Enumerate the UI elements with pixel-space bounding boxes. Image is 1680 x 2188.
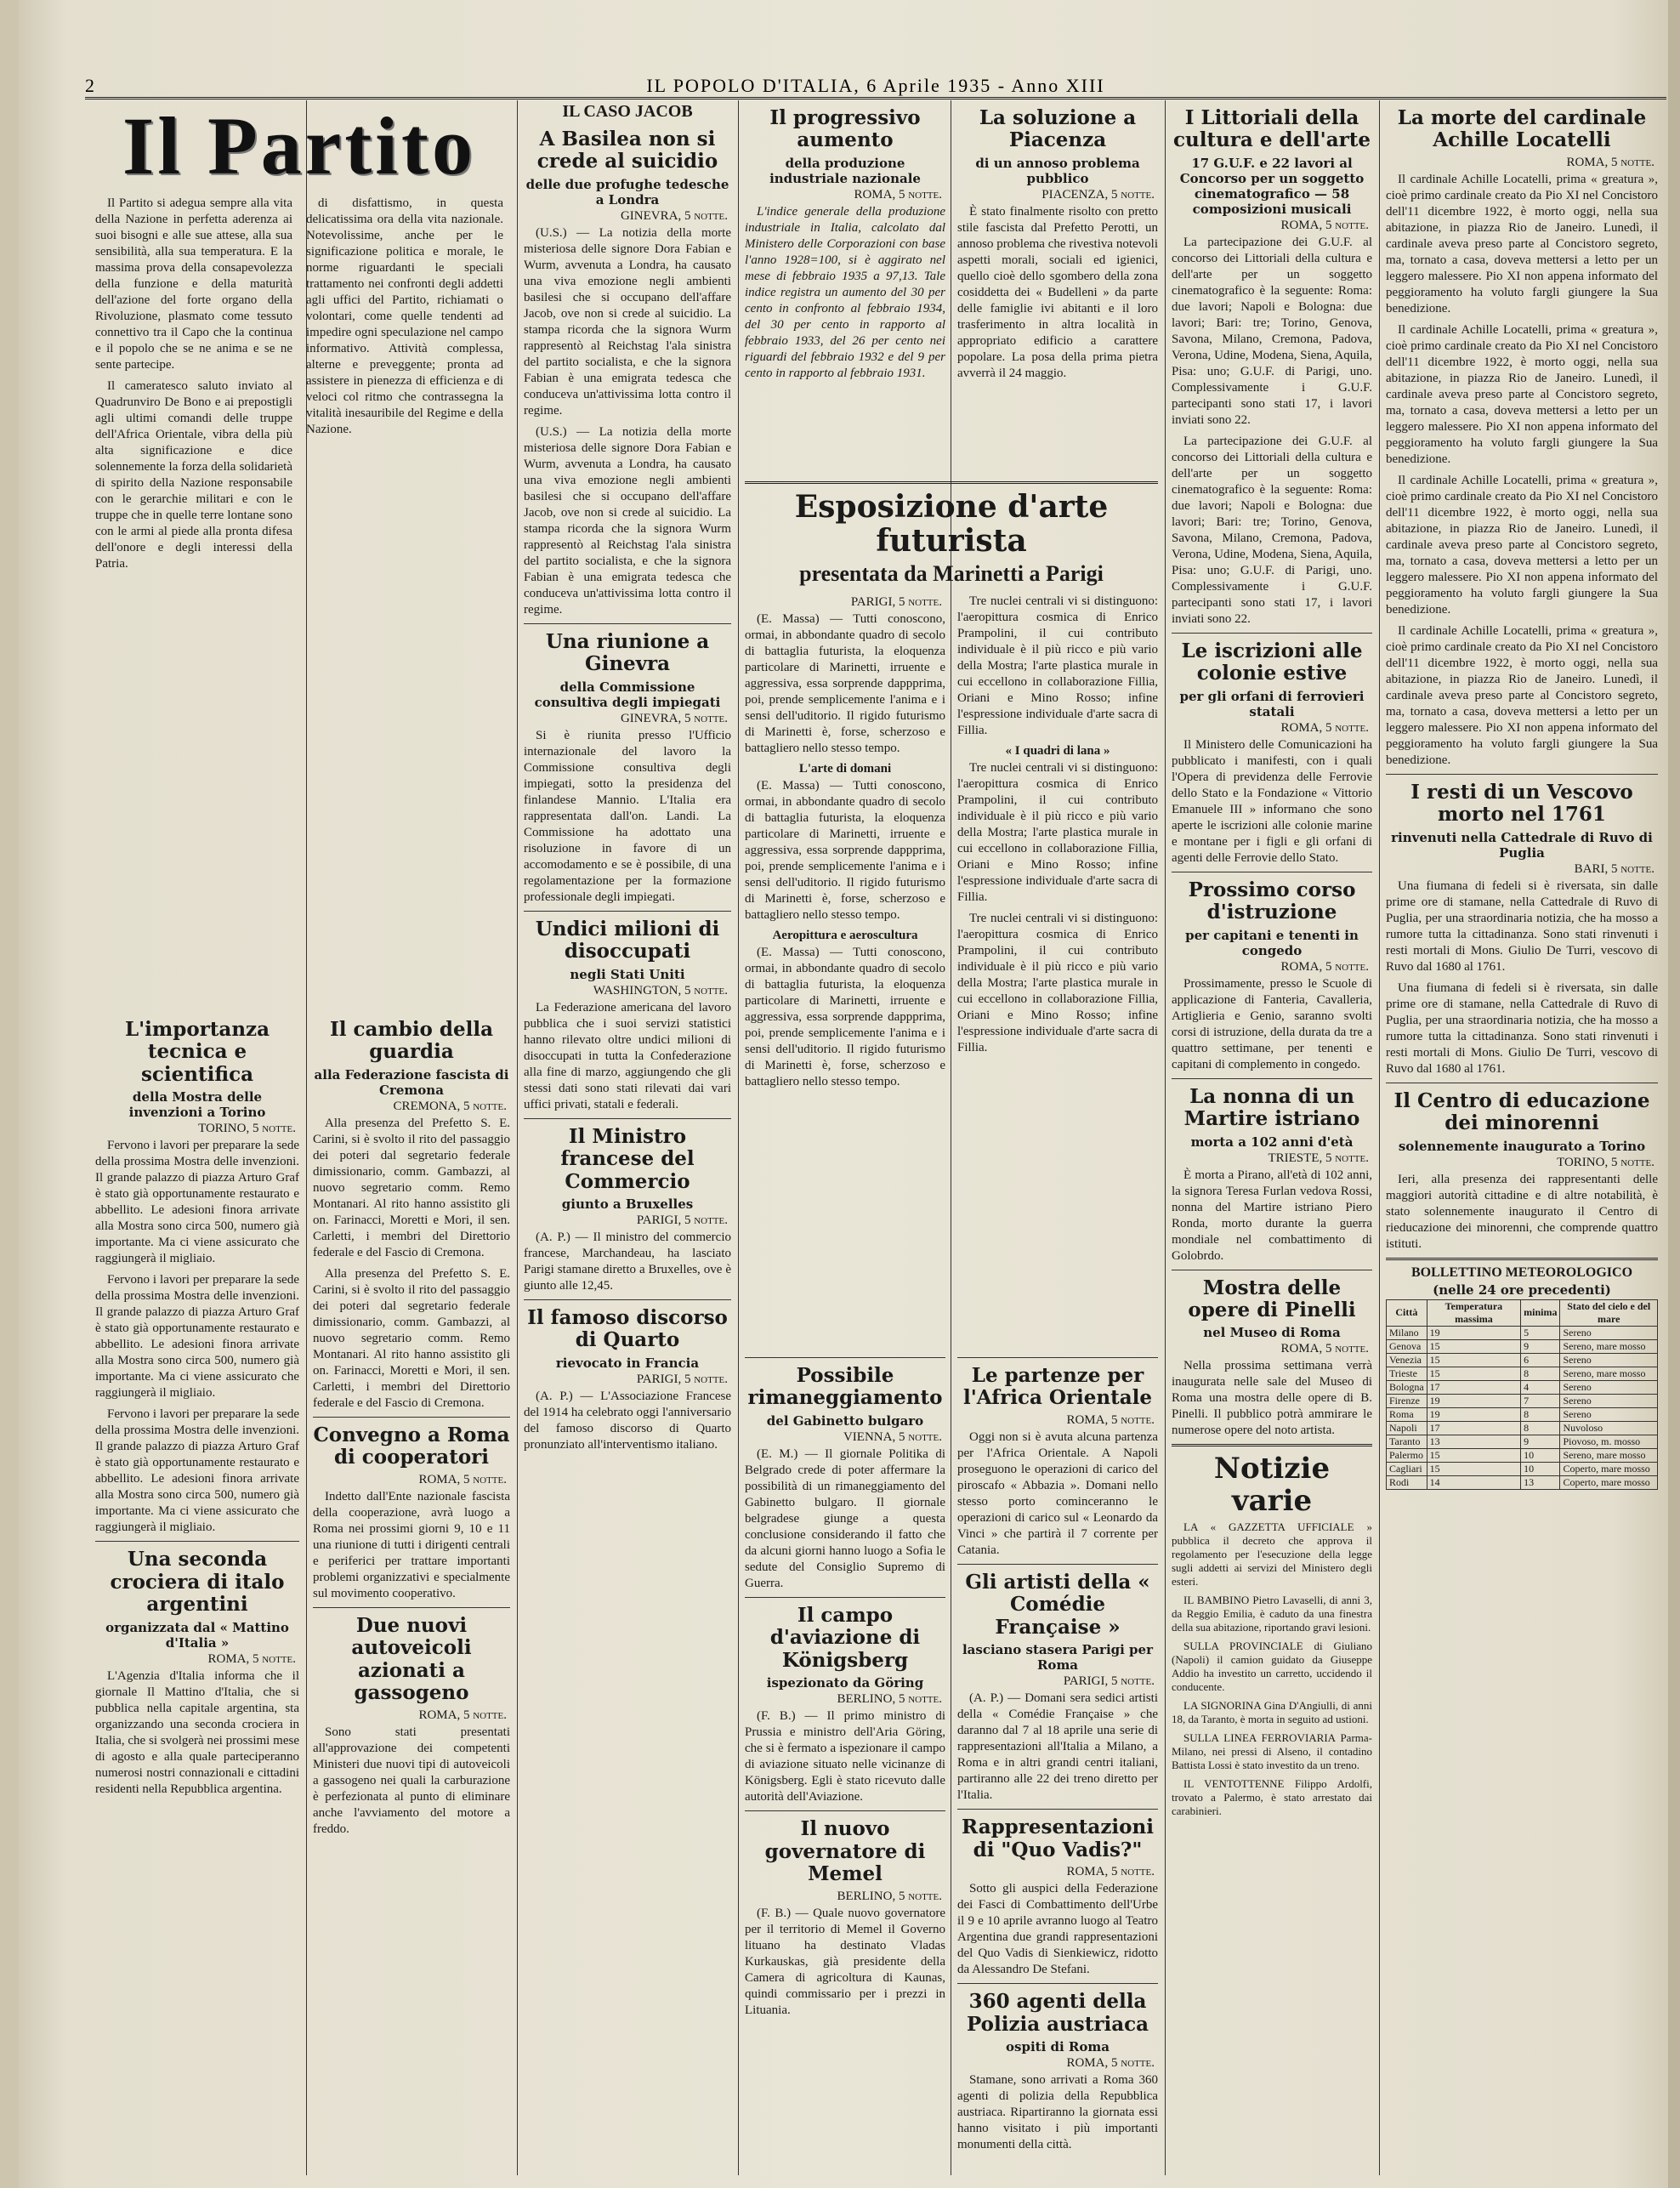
littoriali-text: La partecipazione dei G.U.F. al concorso dei Littoriali della cultura e dell'arte per un soggetto cinematografico è la seguente: Roma: due lavori; Napoli e Bologna: due lavori; Bari: tre; Torino, Genova, Savona, Milano, Cremona, Padova, Verona, Udine, Modena, Siena, Aquila, Pisa: uno; G.U.F. di Parigi, uno. Complessivamente i G.U.F. partecipanti sono stati 17, i lavori inviati sono 22. bbox=[1172, 235, 1372, 427]
meteo-row bbox=[1387, 1407, 1658, 1421]
polizia-text: Stamane, sono arrivati a Roma 360 agenti di polizia della Repubblica austriaca. Ripartiranno la giornata essi hanno visitato i più importanti monumenti della città. bbox=[957, 2072, 1158, 2151]
meteo-cell: 15 bbox=[1427, 1339, 1520, 1353]
esposizione-dateline: PARIGI, 5 notte. bbox=[850, 595, 942, 610]
tecnica-deck: della Mostra delle invenzioni a Torino bbox=[128, 1089, 266, 1121]
meteo-cell: Palermo bbox=[1387, 1448, 1427, 1462]
ministro-text: (A. P.) — Il ministro del commercio francese, Marchandeau, ha lasciato Parigi stamane diretto a Bruxelles, ove è giunto alle 12,45. bbox=[524, 1230, 731, 1293]
nonna-title: La nonna di un Martire istriano bbox=[1183, 1084, 1360, 1131]
meteo-cell: Sereno, mare mosso bbox=[1560, 1448, 1658, 1462]
meteo-cell: Taranto bbox=[1387, 1435, 1427, 1448]
minorenni-deck: solennemente inaugurato a Torino bbox=[1398, 1138, 1646, 1154]
piacenza-deck: di un annoso problema pubblico bbox=[975, 155, 1140, 186]
meteo-cell: Sereno bbox=[1560, 1380, 1658, 1394]
meteo-cell: Sereno bbox=[1560, 1353, 1658, 1367]
esposizione-sub1: L'arte di domani bbox=[798, 762, 892, 776]
column-4-lower bbox=[745, 1352, 945, 2168]
polizia-title: 360 agenti della Polizia austriaca bbox=[966, 1990, 1149, 2036]
meteo-row bbox=[1387, 1435, 1658, 1448]
colonie-dateline: ROMA, 5 notte. bbox=[1280, 720, 1369, 735]
meteo-row bbox=[1387, 1326, 1658, 1339]
meteo-row bbox=[1387, 1421, 1658, 1435]
autoveicoli-title: Due nuovi autoveicoli azionati a gassogeno bbox=[351, 1613, 472, 1705]
ministro-deck: giunto a Bruxelles bbox=[561, 1196, 694, 1212]
tecnica-text-cont: Fervono i lavori per preparare la sede della prossima Mostra delle invenzioni. Il grande palazzo di piazza Arturo Graf è stato già opportunamente restaurato e abbellito. Le adesioni finora arrivate alla Mostra sono circa 500, numero già importante. Ma ci viene assicurato che raggiungerà il migliaio. bbox=[95, 1273, 299, 1401]
meteo-rows bbox=[1387, 1326, 1658, 1489]
meteo-row bbox=[1387, 1367, 1658, 1380]
pinelli-deck: nel Museo di Roma bbox=[1203, 1325, 1341, 1341]
istruzione-dateline: ROMA, 5 notte. bbox=[1280, 959, 1369, 974]
column-3 bbox=[524, 100, 731, 2175]
meteo-header: Stato del cielo e del mare bbox=[1560, 1299, 1658, 1326]
meteo-cell: 15 bbox=[1427, 1462, 1520, 1475]
meteo-cell: 5 bbox=[1521, 1326, 1560, 1339]
column-rule bbox=[1165, 100, 1166, 2175]
column-7 bbox=[1386, 100, 1658, 2175]
newspaper-title: IL POPOLO D'ITALIA, 6 Aprile 1935 - Anno XIII bbox=[646, 75, 1105, 96]
piacenza-dateline: PIACENZA, 5 notte. bbox=[1041, 187, 1155, 202]
esposizione-text: (E. Massa) — Tutti conoscono, ormai, in abbondante quadro di secolo di battaglia futurista, la eloquenza particolare di Marinetti, irruente e aggressiva, essa sorprende dappprima, poi, prende semplicemente l'anima e i sensi dell'uditorio. Il rigido futurismo di Marinetti è, forse, scherzoso e battagliero nello stesso tempo. bbox=[745, 612, 945, 756]
autoveicoli-text: Sono stati presentati all'approvazione dei competenti Ministeri due nuovi tipi di autoveicoli a gassogeno nei quali la carburazione è perfezionata al punto di eliminare anche l'avviamento del motore a freddo. bbox=[313, 1725, 510, 1836]
africa-title: Le partenze per l'Africa Orientale bbox=[962, 1364, 1153, 1410]
caso-jacob-text-cont: (U.S.) — La notizia della morte misteriosa delle signore Dora Fabian e Wurm, avvenuta a Londra, ha causato una viva emozione negli ambienti basilesi che si occupano dell'affare Jacob, ove non si crede al suicidio. La stampa ricorda che la signora Wurm rappresentò al Reichstag l'ala sinistra del partito socialista, e che la signora Fabian è una emigrata tedesca che conduceva un'attivissima lotta contro il regime. bbox=[524, 424, 731, 617]
ministro-dateline: PARIGI, 5 notte. bbox=[636, 1213, 728, 1227]
piacenza-title: La soluzione a Piacenza bbox=[979, 106, 1137, 152]
page-left-margin bbox=[0, 0, 19, 2188]
littoriali-text-cont: La partecipazione dei G.U.F. al concorso dei Littoriali della cultura e dell'arte per un soggetto cinematografico è la seguente: Roma: due lavori; Napoli e Bologna: due lavori; Bari: tre; Torino, Genova, Savona, Milano, Cremona, Padova, Verona, Udine, Modena, Siena, Aquila, Pisa: uno; G.U.F. di Parigi, uno. Complessivamente i G.U.F. partecipanti sono stati 17, i lavori inviati sono 22. bbox=[1172, 434, 1372, 626]
pinelli-dateline: ROMA, 5 notte. bbox=[1280, 1342, 1369, 1356]
meteo-cell: 19 bbox=[1427, 1326, 1520, 1339]
meteo-cell: Rodi bbox=[1387, 1475, 1427, 1489]
minorenni-dateline: TORINO, 5 notte. bbox=[1557, 1155, 1654, 1169]
quarto-dateline: PARIGI, 5 notte. bbox=[636, 1372, 728, 1386]
disoccupati-title: Undici milioni di disoccupati bbox=[535, 917, 720, 963]
meteo-cell: Sereno, mare mosso bbox=[1560, 1367, 1658, 1380]
bulgaro-title: Possibile rimaneggiamento bbox=[747, 1364, 943, 1410]
disoccupati-text: La Federazione americana del lavoro pubblica che i suoi servizi statistici hanno rilevato oltre undici milioni di disoccupati in tutta la Confederazione alla fine di marzo, aggiungendo che gli stessi dati sono stati rilevati dai vari uffici privati, statali e federali. bbox=[524, 1000, 731, 1111]
meteo-cell: Coperto, mare mosso bbox=[1560, 1475, 1658, 1489]
bulgaro-deck: del Gabinetto bulgaro bbox=[766, 1412, 924, 1429]
column-rule bbox=[738, 100, 739, 2175]
caso-jacob-deck: delle due profughe tedesche a Londra bbox=[525, 176, 729, 207]
argentini-dateline: ROMA, 5 notte. bbox=[207, 1651, 296, 1666]
argentini-deck: organizzata dal « Mattino d'Italia » bbox=[105, 1619, 289, 1651]
esposizione-section bbox=[745, 476, 1158, 1361]
meteo-cell: Roma bbox=[1387, 1407, 1427, 1421]
littoriali-title: I Littoriali della cultura e dell'arte bbox=[1173, 106, 1371, 152]
meteo-cell: 10 bbox=[1521, 1448, 1560, 1462]
meteo-cell: 13 bbox=[1427, 1435, 1520, 1448]
guardia-dateline: CREMONA, 5 notte. bbox=[393, 1099, 507, 1113]
meteo-cell: 15 bbox=[1427, 1367, 1520, 1380]
esposizione-deck: presentata da Marinetti a Parigi bbox=[799, 561, 1104, 587]
konigsberg-deck: ispezionato da Göring bbox=[766, 1675, 924, 1691]
disoccupati-deck: negli Stati Uniti bbox=[570, 966, 685, 982]
progressivo-text: L'indice generale della produzione industriale in Italia, calcolato dal Ministero delle Corporazioni con base l'anno 1928=100, si è aggirato nel mese di febbraio 1935 a 97,13. Tale indice registra un aumento del 30 per cento in confronto al febbraio 1934, del 30 per cento in rapporto al febbraio 1933, del 26 per cento nei riguardi del febbraio 1932 e del 9 per cento in rapporto al febbraio 1931. bbox=[745, 204, 945, 380]
column-1-lower bbox=[95, 1012, 299, 2168]
cooperatori-text: Indetto dall'Ente nazionale fascista della cooperazione, avrà luogo a Roma nei prossimi giorni 9, 10 e 11 una riunione di tutti i dirigenti centrali e periferici per trattare importanti problemi organizzativi e specialmente sul movimento cooperativo. bbox=[313, 1489, 510, 1600]
littoriali-dateline: ROMA, 5 notte. bbox=[1280, 218, 1369, 232]
meteo-cell: Trieste bbox=[1387, 1367, 1427, 1380]
comedie-text: (A. P.) — Domani sera sedici artisti della « Comédie Française » che daranno dal 7 al 18 aprile una serie di rappresentazioni all'Italia a Milano, a Roma e in altri grandi centri italiani, partiranno alle 22 dei treno diretto per l'Italia. bbox=[957, 1691, 1158, 1803]
istruzione-title: Prossimo corso d'istruzione bbox=[1188, 878, 1356, 924]
bulgaro-dateline: VIENNA, 5 notte. bbox=[843, 1429, 942, 1444]
locatelli-text-cont2: Il cardinale Achille Locatelli, prima « greatura », cioè primo cardinale creato da Pio XI nel Concistoro dell'11 dicembre 1922, è morto oggi, nella sua abitazione, in piazza Rio de Janeiro. Lunedì, il cardinale aveva preso parte al Concistoro segreto, ma, tornato a casa, doveva mettersi a letto per un leggero malessere. Pio XI non appena informato del peggioramento ha voluto fargli giungere la Sua benedizione. bbox=[1386, 473, 1658, 617]
meteo-row bbox=[1387, 1339, 1658, 1353]
bulgaro-text: (E. M.) — Il giornale Politika di Belgrado crede di poter affermare la possibilità di un rimaneggiamento del Gabinetto bulgaro. Il giornale belgradese giunge a questa conclusione considerando il fatto che da alcuni giorni hanno luogo a Sofia le sedute del Consiglio Supremo di Guerra. bbox=[745, 1446, 945, 1590]
ginevra-title: Una riunione a Ginevra bbox=[545, 629, 710, 676]
pinelli-title: Mostra delle opere di Pinelli bbox=[1188, 1276, 1356, 1321]
progressivo-deck: della produzione industriale nazionale bbox=[769, 155, 921, 186]
partito-section bbox=[95, 100, 503, 1002]
meteo-cell: 6 bbox=[1521, 1353, 1560, 1367]
locatelli-dateline: ROMA, 5 notte. bbox=[1566, 155, 1654, 169]
littoriali-deck: 17 G.U.F. e 22 lavori al Concorso per un soggetto cinematografico — 58 composizioni musicali bbox=[1179, 155, 1365, 217]
meteo-cell: Bologna bbox=[1387, 1380, 1427, 1394]
caso-jacob-dateline: GINEVRA, 5 notte. bbox=[620, 208, 728, 223]
meteo-cell: Genova bbox=[1387, 1339, 1427, 1353]
quovadis-dateline: ROMA, 5 notte. bbox=[1066, 1865, 1155, 1879]
meteo-cell: 15 bbox=[1427, 1353, 1520, 1367]
meteo-cell: Venezia bbox=[1387, 1353, 1427, 1367]
konigsberg-text: (F. B.) — Il primo ministro di Prussia e ministro dell'Aria Göring, che si è fermato a ispezionare il campo di aviazione situato nelle vicinanze di Königsberg. Egli è stato ricevuto dalle autorità dell'Aviazione. bbox=[745, 1709, 945, 1804]
meteo-cell: 13 bbox=[1521, 1475, 1560, 1489]
locatelli-text-cont: Il cardinale Achille Locatelli, prima « greatura », cioè primo cardinale creato da Pio XI nel Concistoro dell'11 dicembre 1922, è morto oggi, nella sua abitazione, in piazza Rio de Janeiro. Lunedì, il cardinale aveva preso parte al Concistoro segreto, ma, tornato a casa, doveva mettersi a letto per un leggero malessere. Pio XI non appena informato del peggioramento ha voluto fargli giungere la Sua benedizione. bbox=[1386, 322, 1658, 466]
esposizione-text2-cont: Tre nuclei centrali vi si distinguono: l'aeropittura cosmica di Enrico Prampolini, il cui contributo individuale è il più ricco e più vario della Mostra; l'arte plastica murale in cui eccellono in collaborazione Fillia, Oriani e Mino Rosso; infine l'espressione individuale d'arte sacra di Fillia. bbox=[957, 761, 1158, 905]
istruzione-deck: per capitani e tenenti in congedo bbox=[1185, 927, 1359, 958]
caso-jacob-kicker: IL CASO JACOB bbox=[562, 102, 693, 121]
meteo-row bbox=[1387, 1380, 1658, 1394]
notizie-item: IL VENTOTTENNE Filippo Ardolfi, trovato a Palermo, è stato arrestato dai carabinieri. bbox=[1172, 1777, 1372, 1818]
progressivo-title: Il progressivo aumento bbox=[769, 106, 921, 152]
autoveicoli-dateline: ROMA, 5 notte. bbox=[418, 1708, 507, 1722]
tecnica-text: Fervono i lavori per preparare la sede della prossima Mostra delle invenzioni. Il grande palazzo di piazza Arturo Graf è stato già opportunamente restaurato e abbellito. Le adesioni finora arrivate alla Mostra sono circa 500, numero già importante. Ma ci viene assicurato che raggiungerà il migliaio. bbox=[95, 1139, 299, 1266]
meteo-cell: 9 bbox=[1521, 1435, 1560, 1448]
meteo-cell: Coperto, mare mosso bbox=[1560, 1462, 1658, 1475]
meteo-cell: 9 bbox=[1521, 1339, 1560, 1353]
esposizione-text-cont2: (E. Massa) — Tutti conoscono, ormai, in abbondante quadro di secolo di battaglia futurista, la eloquenza particolare di Marinetti, irruente e aggressiva, essa sorprende dappprima, poi, prende semplicemente l'anima e i sensi dell'uditorio. Il rigido futurismo di Marinetti è, forse, scherzoso e battagliero nello stesso tempo. bbox=[745, 946, 945, 1089]
colonie-deck: per gli orfani di ferrovieri statali bbox=[1179, 688, 1365, 719]
meteo-cell: Nuvoloso bbox=[1560, 1421, 1658, 1435]
vescovo-text: Una fiumana di fedeli si è riversata, sin dalle prime ore di stamane, nella Cattedrale di Ruvo di Puglia, per una straordinaria notizia, che ha mosso a rumore tutta la cittadinanza. Sono stati rinvenuti i resti mortali di Mons. Giulio De Turri, vescovo di Ruvo dal 1680 al 1761. bbox=[1386, 878, 1658, 974]
comedie-deck: lasciano stasera Parigi per Roma bbox=[962, 1642, 1153, 1674]
guardia-deck: alla Federazione fascista di Cremona bbox=[314, 1066, 509, 1098]
column-5-lower bbox=[957, 1352, 1158, 2168]
disoccupati-dateline: WASHINGTON, 5 notte. bbox=[593, 983, 728, 997]
page-header bbox=[85, 75, 1666, 99]
meteo-cell: Sereno bbox=[1560, 1326, 1658, 1339]
meteo-cell: 4 bbox=[1521, 1380, 1560, 1394]
piacenza-text: È stato finalmente risolto con pretto stile fascista dal Prefetto Perotti, un annoso problema che rivestiva notevoli aspetti morali, sociali ed igienici, quello cioè dello sgombero della zona cosiddetta dei « Budelleni » da parte delle famiglie ivi abitanti e il loro trasferimento in altra località in appropriato edificio a carattere popolare. La posa della prima pietra avverrà il 24 maggio. bbox=[957, 204, 1158, 380]
meteo-cell: 17 bbox=[1427, 1380, 1520, 1394]
meteo-cell: 19 bbox=[1427, 1407, 1520, 1421]
minorenni-text: Ieri, alla presenza dei rappresentanti delle maggiori autorità cittadine e di altre notabilità, è stato solennemente inaugurato il Centro di rieducazione dei minorenni, che comprende quattro istituti. bbox=[1386, 1172, 1658, 1251]
nonna-deck: morta a 102 anni d'età bbox=[1190, 1134, 1354, 1150]
memel-text: (F. B.) — Quale nuovo governatore per il territorio di Memel il Governo lituano ha destinato Vladas Kurkauskas, già presidente della Camera di agricoltura di Kaunas, quindi commissario per i prezzi in Lituania. bbox=[745, 1906, 945, 2017]
comedie-title: Gli artisti della « Comédie Française » bbox=[965, 1570, 1150, 1639]
konigsberg-title: Il campo d'aviazione di Königsberg bbox=[769, 1603, 921, 1672]
meteo-header: Temperatura massima bbox=[1427, 1299, 1520, 1326]
esposizione-text2-cont2: Tre nuclei centrali vi si distinguono: l'aeropittura cosmica di Enrico Prampolini, il cui contributo individuale è il più ricco e più vario della Mostra; l'arte plastica murale in cui eccellono in collaborazione Fillia, Oriani e Mino Rosso; infine l'espressione individuale d'arte sacra di Fillia. bbox=[957, 912, 1158, 1055]
meteo-cell: 19 bbox=[1427, 1394, 1520, 1407]
istruzione-text: Prossimamente, presso le Scuole di applicazione di Fanteria, Cavalleria, Artiglieria e Genio, saranno svolti corsi di istruzione, della durata da tre a quattro settimane, per tenenti e capitani di complemento in congedo. bbox=[1172, 976, 1372, 1071]
quarto-title: Il famoso discorso di Quarto bbox=[527, 1305, 728, 1352]
meteo-cell: Piovoso, m. mosso bbox=[1560, 1435, 1658, 1448]
piacenza-section bbox=[957, 100, 1158, 475]
notizie-title: Notizie varie bbox=[1213, 1452, 1331, 1518]
vescovo-text-cont: Una fiumana di fedeli si è riversata, sin dalle prime ore di stamane, nella Cattedrale di Ruvo di Puglia, per una straordinaria notizia, che ha mosso a rumore tutta la cittadinanza. Sono stati rinvenuti i resti mortali di Mons. Giulio De Turri, vescovo di Ruvo dal 1680 al 1761. bbox=[1386, 980, 1658, 1076]
quovadis-title: Rappresentazioni di "Quo Vadis?" bbox=[962, 1816, 1154, 1861]
notizie-item: LA « GAZZETTA UFFICIALE » pubblica il decreto che approva il regolamento per l'esecuzione della legge sugli addetti ai servizi del Ministero degli esteri. bbox=[1172, 1520, 1372, 1588]
meteo-cell: Firenze bbox=[1387, 1394, 1427, 1407]
meteo-cell: Cagliari bbox=[1387, 1462, 1427, 1475]
meteo-header: minima bbox=[1521, 1299, 1560, 1326]
pinelli-text: Nella prossima settimana verrà inaugurata nelle sale del Museo di Roma una mostra delle opere di B. Pinelli. Il pubblico potrà ammirare le numerose opere del noto artista. bbox=[1172, 1359, 1372, 1438]
memel-title: Il nuovo governatore di Memel bbox=[764, 1817, 926, 1886]
column-2-lower bbox=[313, 1012, 510, 2168]
argentini-title: Una seconda crociera di italo argentini bbox=[110, 1548, 285, 1617]
caso-jacob-text: (U.S.) — La notizia della morte misteriosa delle signore Dora Fabian e Wurm, avvenuta a Londra, ha causato una viva emozione negli ambienti basilesi che si occupano dell'affare Jacob, ove non si crede al suicidio. La stampa ricorda che la signora Wurm rappresentò al Reichstag l'ala sinistra del partito socialista, e che la signora Fabian è una emigrata tedesca che conduceva un'attivissima lotta contro il regime. bbox=[524, 225, 731, 418]
column-rule bbox=[1379, 100, 1380, 2175]
esposizione-sub3: « I quadri di lana » bbox=[1005, 744, 1110, 759]
progressivo-dateline: ROMA, 5 notte. bbox=[854, 187, 942, 202]
ginevra-text: Si è riunita presso l'Ufficio internazionale del lavoro la Commissione consultiva degli impiegati, sotto la presidenza del finlandese Mannio. L'Italia era rappresentata dall'on. Landi. La Commissione ha adottato una risoluzione in favore di un accomodamento e se è possibile, di una regolamentazione per la formazione professionale degli impiegati. bbox=[524, 728, 731, 904]
africa-dateline: ROMA, 5 notte. bbox=[1066, 1412, 1155, 1427]
partito-body: Il cameratesco saluto inviato al Quadrunviro De Bono e ai prepostigli agli ultimi comandi delle truppe dell'Africa Orientale, vibra della più alta significazione e dice solennemente la forza della solidarietà di spirito della Nazione responsabile con le gerarchie militari e con le truppe che in quelle terre lontane sono con le armi al piede alla pronta difesa dell'onore e degli interessi della Patria. bbox=[95, 379, 292, 571]
esposizione-text-cont: (E. Massa) — Tutti conoscono, ormai, in abbondante quadro di secolo di battaglia futurista, la eloquenza particolare di Marinetti, irruente e aggressiva, essa sorprende dappprima, poi, prende semplicemente l'anima e i sensi dell'uditorio. Il rigido futurismo di Marinetti è, forse, scherzoso e battagliero nello stesso tempo. bbox=[745, 779, 945, 923]
guardia-text: Alla presenza del Prefetto S. E. Carini, si è svolto il rito del passaggio dei poteri dal segretario federale dimissionario, comm. Gambazzi, al nuovo segretario comm. Remo Montanari. Al rito hanno assistito gli on. Farinacci, Moretti e Mori, il sen. Carletti, i membri del Direttorio federale e del Fascio di Cremona. bbox=[313, 1116, 510, 1259]
nonna-text: È morta a Pirano, all'età di 102 anni, la signora Teresa Furlan vedova Rossi, nonna del Martire istriano Piero Ronda, morto durante la guerra mondiale nel combattimento di Golobrdo. bbox=[1172, 1168, 1372, 1263]
guardia-text-cont: Alla presenza del Prefetto S. E. Carini, si è svolto il rito del passaggio dei poteri dal segretario federale dimissionario, comm. Gambazzi, al nuovo segretario comm. Remo Montanari. Al rito hanno assistito gli on. Farinacci, Moretti e Mori, il sen. Carletti, i membri del Direttorio federale e del Fascio di Cremona. bbox=[313, 1266, 510, 1410]
meteo-cell: 17 bbox=[1427, 1421, 1520, 1435]
locatelli-title: La morte del cardinale Achille Locatelli bbox=[1397, 106, 1647, 152]
esposizione-sub2: Aeropittura e aeroscultura bbox=[772, 929, 918, 943]
page-number: 2 bbox=[85, 75, 94, 96]
masthead: Il Partito bbox=[122, 100, 476, 191]
meteo-cell: Sereno bbox=[1560, 1394, 1658, 1407]
polizia-dateline: ROMA, 5 notte. bbox=[1066, 2055, 1155, 2070]
meteo-cell: Napoli bbox=[1387, 1421, 1427, 1435]
guardia-title: Il cambio della guardia bbox=[329, 1018, 493, 1064]
meteo-cell: 8 bbox=[1521, 1367, 1560, 1380]
meteo-cell: Sereno bbox=[1560, 1407, 1658, 1421]
notizie-item: LA SIGNORINA Gina D'Angiulli, di anni 18, da Taranto, è morta in seguito ad ustioni. bbox=[1172, 1699, 1372, 1726]
ginevra-deck: della Commissione consultiva degli impiegati bbox=[534, 679, 721, 710]
meteo-header: Città bbox=[1387, 1299, 1427, 1326]
quarto-text: (A. P.) — L'Associazione Francese del 1914 ha celebrato oggi l'anniversario del famoso discorso di Quarto pronunziato all'interventismo italiano. bbox=[524, 1389, 731, 1452]
vescovo-title: I resti di un Vescovo morto nel 1761 bbox=[1410, 780, 1633, 827]
meteo-cell: 10 bbox=[1521, 1462, 1560, 1475]
meteo-cell: 8 bbox=[1521, 1407, 1560, 1421]
meteo-title: BOLLETTINO METEOROLOGICO bbox=[1410, 1264, 1633, 1280]
comedie-dateline: PARIGI, 5 notte. bbox=[1063, 1674, 1155, 1689]
colonie-text: Il Ministero delle Comunicazioni ha pubblicato i manifesti, con i quali l'Opera di previdenza delle Ferrovie dello Stato e la Fondazione « Vittorio Emanuele III » informano che sono aperte le iscrizioni alle colonie marine e montane per i figli e gli orfani di agenti delle Ferrovie dello Stato. bbox=[1172, 737, 1372, 865]
minorenni-title: Il Centro di educazione dei minorenni bbox=[1393, 1088, 1650, 1135]
ginevra-dateline: GINEVRA, 5 notte. bbox=[620, 711, 728, 725]
meteo-cell: 7 bbox=[1521, 1394, 1560, 1407]
memel-dateline: BERLINO, 5 notte. bbox=[837, 1889, 942, 1903]
argentini-text: L'Agenzia d'Italia informa che il giornale Il Mattino d'Italia, che si pubblica nella capitale argentina, sta organizzando una seconda crociera in Italia, che si svolgerà nei prossimi mese di agosto e alla quale parteciperanno numerosi nostri connazionali e cittadini residenti nella Repubblica argentina. bbox=[95, 1668, 299, 1796]
tecnica-title: L'importanza tecnica e scientifica bbox=[124, 1018, 270, 1086]
notizie-item: SULLA PROVINCIALE di Giuliano (Napoli) il camion guidato da Giuseppe Addio ha investito un carretto, uccidendo il conducente. bbox=[1172, 1640, 1372, 1694]
polizia-deck: ospiti di Roma bbox=[1006, 2038, 1110, 2054]
esposizione-text2: Tre nuclei centrali vi si distinguono: l'aeropittura cosmica di Enrico Prampolini, il cui contributo individuale è il più ricco e più vario della Mostra; l'arte plastica murale in cui eccellono in collaborazione Fillia, Oriani e Mino Rosso; infine l'espressione individuale d'arte sacra di Fillia. bbox=[957, 594, 1158, 738]
locatelli-text-cont3: Il cardinale Achille Locatelli, prima « greatura », cioè primo cardinale creato da Pio XI nel Concistoro dell'11 dicembre 1922, è morto oggi, nella sua abitazione, in piazza Rio de Janeiro. Lunedì, il cardinale aveva preso parte al Concistoro segreto, ma, tornato a casa, doveva mettersi a letto per un leggero malessere. Pio XI non appena informato del peggioramento ha voluto fargli giungere la Sua benedizione. bbox=[1386, 623, 1658, 767]
cooperatori-dateline: ROMA, 5 notte. bbox=[418, 1472, 507, 1486]
column-6 bbox=[1172, 100, 1372, 2175]
meteo-row bbox=[1387, 1448, 1658, 1462]
meteo-row bbox=[1387, 1462, 1658, 1475]
meteo-cell: Milano bbox=[1387, 1326, 1427, 1339]
meteo-cell: Sereno, mare mosso bbox=[1560, 1339, 1658, 1353]
caso-jacob-title: A Basilea non si crede al suicidio bbox=[536, 128, 718, 173]
tecnica-dateline: TORINO, 5 notte. bbox=[198, 1122, 296, 1136]
meteo-table bbox=[1386, 1299, 1658, 1490]
locatelli-text: Il cardinale Achille Locatelli, prima « greatura », cioè primo cardinale creato da Pio XI nel Concistoro dell'11 dicembre 1922, è morto oggi, nella sua abitazione, in piazza Rio de Janeiro. Lunedì, il cardinale aveva preso parte al Concistoro segreto, ma, tornato a casa, doveva mettersi a letto per un leggero malessere. Pio XI non appena informato del peggioramento ha voluto fargli giungere la Sua benedizione. bbox=[1386, 172, 1658, 315]
meteo-row bbox=[1387, 1475, 1658, 1489]
africa-text: Oggi non si è avuta alcuna partenza per l'Africa Orientale. A Napoli proseguono le operazioni di carico del piroscafo « Abbazia ». Domani nello stesso porto cominceranno le operazioni di carico sul « Leonardo da Vinci » che partirà il 7 corrente per Catania. bbox=[957, 1429, 1158, 1557]
notizie-item: IL BAMBINO Pietro Lavaselli, di anni 3, da Reggio Emilia, è caduto da una finestra della sua abitazione, riportando gravi lesioni. bbox=[1172, 1594, 1372, 1634]
cooperatori-title: Convegno a Roma di cooperatori bbox=[313, 1423, 510, 1469]
partito-lead: Il Partito si adegua sempre alla vita della Nazione in perfetta aderenza ai suoi bisogni e alle sue attese, alla sua sensibilità, alla sua temperatura. E la massima prova della consapevolezza della funzione e della maturità dell'azione del forte organo della Rivoluzione, plasmato come tessuto connettivo tra il Capo che la continua e il popolo che se ne anima e se ne sente partecipe. bbox=[95, 196, 292, 372]
meteo-cell: 8 bbox=[1521, 1421, 1560, 1435]
quovadis-text: Sotto gli auspici della Federazione dei Fasci di Combattimento dell'Urbe il 9 e 10 aprile avranno luogo al Teatro Argentina due grandi rappresentazioni del Quo Vadis di Sienkiewicz, ridotto da Alessandro De Stefani. bbox=[957, 1882, 1158, 1977]
vescovo-dateline: BARI, 5 notte. bbox=[1574, 861, 1654, 876]
vescovo-deck: rinvenuti nella Cattedrale di Ruvo di Puglia bbox=[1391, 829, 1653, 861]
meteo-cell: 14 bbox=[1427, 1475, 1520, 1489]
notizie-item: SULLA LINEA FERROVIARIA Parma-Milano, nei pressi di Alseno, il contadino Battista Lossi è stato investito da un treno. bbox=[1172, 1731, 1372, 1772]
column-rule bbox=[517, 100, 518, 2175]
ministro-title: Il Ministro francese del Commercio bbox=[560, 1124, 695, 1193]
meteo-subtitle: (nelle 24 ore precedenti) bbox=[1433, 1282, 1611, 1298]
progressivo-section bbox=[745, 100, 945, 475]
meteo-cell: 15 bbox=[1427, 1448, 1520, 1462]
meteo-row bbox=[1387, 1353, 1658, 1367]
partito-col2: di disfattismo, in questa delicatissima ora della vita nazionale. Notevolissime, anche per le significazione politica e morale, le norme riguardanti le speciali trattamento nei confronti degli addetti agli uffici del Partito, richiamati o volontari, come quelle tendenti ad impedire ogni speculazione nel campo informativo. Attività complessa, alterne e preveggente; pronta ad assistere in pienezza di efficienza e di veloci col ritmo che contrassegna la vitalità inesauribile del Regime e della Nazione. bbox=[306, 196, 503, 436]
meteo-row bbox=[1387, 1394, 1658, 1407]
colonie-title: Le iscrizioni alle colonie estive bbox=[1181, 639, 1363, 685]
nonna-dateline: TRIESTE, 5 notte. bbox=[1268, 1151, 1369, 1165]
konigsberg-dateline: BERLINO, 5 notte. bbox=[837, 1692, 942, 1707]
tecnica-text-cont2: Fervono i lavori per preparare la sede della prossima Mostra delle invenzioni. Il grande palazzo di piazza Arturo Graf è stato già opportunamente restaurato e abbellito. Le adesioni finora arrivate alla Mostra sono circa 500, numero già importante. Ma ci viene assicurato che raggiungerà il migliaio. bbox=[95, 1407, 299, 1535]
page-right-edge bbox=[1668, 0, 1680, 2188]
esposizione-title: Esposizione d'arte futurista bbox=[794, 489, 1109, 559]
quarto-deck: rievocato in Francia bbox=[555, 1355, 700, 1371]
